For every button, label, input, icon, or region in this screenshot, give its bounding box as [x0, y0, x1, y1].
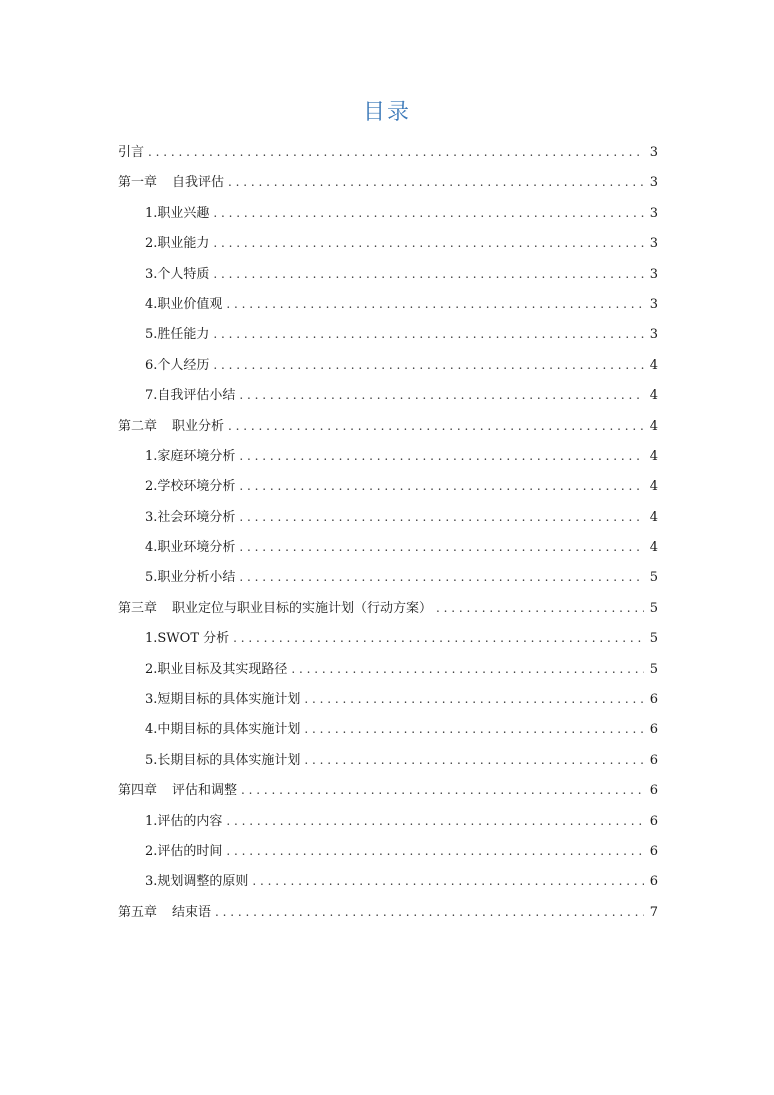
toc-entry-label	[145, 563, 235, 593]
toc-chapter-number: 第二章	[118, 418, 158, 434]
toc-page-number: 6	[649, 783, 658, 799]
toc-page-number: 3	[649, 296, 658, 312]
toc-section-entry[interactable]	[118, 714, 658, 744]
toc-entry-label	[118, 594, 432, 624]
toc-page-number: 4	[649, 509, 658, 525]
toc-dot-leader	[304, 714, 644, 744]
toc-section-entry[interactable]	[118, 654, 658, 684]
toc-section-entry[interactable]	[118, 471, 658, 501]
toc-section-entry[interactable]	[118, 441, 658, 471]
toc-dot-leader	[239, 502, 644, 532]
toc-dot-leader	[226, 836, 644, 866]
toc-entry-label	[145, 381, 235, 411]
toc-dot-leader	[215, 897, 644, 927]
toc-chapter-entry[interactable]	[118, 897, 658, 927]
toc-dot-leader	[233, 623, 644, 653]
toc-page-number: 6	[649, 813, 658, 829]
toc-section-entry[interactable]	[118, 198, 658, 228]
toc-dot-leader	[228, 411, 644, 441]
toc-page-number: 4	[649, 357, 658, 373]
toc-dot-leader	[252, 866, 644, 896]
toc-dot-leader	[239, 471, 644, 501]
toc-page-number: 6	[649, 874, 658, 890]
toc-section-entry[interactable]	[118, 532, 658, 562]
toc-entry-label	[145, 655, 287, 685]
toc-entry-label	[145, 290, 222, 320]
toc-page-number: 4	[649, 479, 658, 495]
toc-section-entry[interactable]	[118, 259, 658, 289]
toc-entry-text: 4.职业价值观	[145, 296, 223, 312]
toc-entry-label	[145, 351, 209, 381]
toc-entry-label	[145, 624, 229, 654]
toc-page-number: 6	[649, 722, 658, 738]
toc-dot-leader	[239, 562, 644, 592]
toc-page-number: 6	[649, 843, 658, 859]
toc-dot-leader	[226, 289, 644, 319]
toc-entry-text: 职业分析	[172, 418, 225, 434]
toc-dot-leader	[213, 319, 644, 349]
toc-entry-text: 5.胜任能力	[145, 327, 210, 343]
toc-section-entry[interactable]	[118, 380, 658, 410]
toc-entry-text: 引言	[118, 145, 145, 160]
toc-section-entry[interactable]	[118, 319, 658, 349]
toc-page-number: 5	[649, 600, 658, 616]
toc-chapter-entry[interactable]	[118, 411, 658, 441]
toc-page-number: 3	[649, 205, 658, 221]
toc-page-number: 4	[649, 418, 658, 434]
toc-section-entry[interactable]	[118, 289, 658, 319]
toc-entry-label	[145, 837, 222, 867]
toc-entry-text: 5.职业分析小结	[145, 570, 236, 586]
toc-entry-text: 2.职业目标及其实现路径	[145, 661, 288, 677]
toc-entry-text: 1.SWOT 分析	[145, 631, 230, 647]
toc-dot-leader	[213, 228, 644, 258]
toc-entry-label	[145, 533, 235, 563]
toc-section-entry[interactable]	[118, 502, 658, 532]
toc-entry-text: 2.职业能力	[145, 236, 210, 252]
toc-entry-label	[145, 442, 235, 472]
toc-dot-leader	[226, 806, 644, 836]
toc-entry-label	[145, 260, 209, 290]
toc-chapter-entry[interactable]	[118, 775, 658, 805]
toc-entry-label	[145, 867, 248, 897]
toc-chapter-entry[interactable]	[118, 167, 658, 197]
toc-entry-label	[145, 503, 235, 533]
toc-entry-text: 3.规划调整的原则	[145, 874, 249, 890]
toc-dot-leader	[239, 532, 644, 562]
toc-page-number: 3	[649, 266, 658, 282]
toc-title: 目录	[362, 100, 411, 125]
toc-dot-leader	[291, 654, 644, 684]
toc-page-number: 3	[649, 327, 658, 343]
toc-chapter-entry[interactable]	[118, 593, 658, 623]
toc-page-number: 6	[649, 752, 658, 768]
toc-section-entry[interactable]	[118, 866, 658, 896]
toc-entry-label	[118, 138, 144, 168]
toc-page-number: 5	[649, 631, 658, 647]
toc-entry-text: 7.自我评估小结	[145, 388, 236, 404]
toc-section-entry[interactable]	[118, 836, 658, 866]
toc-dot-leader	[241, 775, 644, 805]
toc-chapter-number: 第四章	[118, 783, 158, 799]
toc-list	[118, 137, 658, 927]
toc-entry-text: 职业定位与职业目标的实施计划（行动方案）	[172, 600, 433, 616]
toc-page-number: 4	[649, 540, 658, 556]
toc-page-number: 3	[649, 175, 658, 191]
toc-dot-leader	[304, 684, 644, 714]
toc-entry-text: 结束语	[172, 904, 212, 920]
toc-chapter-number: 第一章	[118, 175, 158, 191]
toc-page-number: 7	[649, 904, 658, 920]
toc-entry-label	[118, 898, 211, 928]
toc-chapter-number: 第五章	[118, 904, 158, 920]
toc-entry-label	[145, 807, 222, 837]
toc-entry-label	[145, 685, 300, 715]
toc-entry-text: 3.个人特质	[145, 266, 210, 282]
toc-section-entry[interactable]	[118, 745, 658, 775]
toc-page-number: 4	[649, 388, 658, 404]
toc-page-number: 6	[649, 692, 658, 708]
toc-section-entry[interactable]	[118, 623, 658, 653]
toc-page-number: 4	[649, 448, 658, 464]
toc-section-entry[interactable]	[118, 562, 658, 592]
toc-dot-leader	[228, 167, 644, 197]
toc-entry-text: 自我评估	[172, 175, 225, 191]
toc-entry-text: 3.社会环境分析	[145, 509, 236, 525]
toc-section-entry[interactable]	[118, 228, 658, 258]
toc-entry-label	[118, 776, 237, 806]
toc-entry-text: 1.职业兴趣	[145, 205, 210, 221]
toc-entry-label	[145, 199, 209, 229]
toc-dot-leader	[436, 593, 644, 623]
toc-dot-leader	[239, 441, 644, 471]
toc-dot-leader	[213, 350, 644, 380]
toc-entry-label	[145, 715, 300, 745]
toc-page-number: 5	[649, 661, 658, 677]
toc-section-entry[interactable]	[118, 806, 658, 836]
toc-page-number: 5	[649, 570, 658, 586]
toc-entry-text: 4.中期目标的具体实施计划	[145, 722, 301, 738]
toc-entry-label	[145, 229, 209, 259]
toc-dot-leader	[213, 198, 644, 228]
toc-section-entry[interactable]	[118, 350, 658, 380]
toc-entry-label	[118, 168, 224, 198]
toc-entry-text: 6.个人经历	[145, 357, 210, 373]
toc-entry-text: 评估和调整	[172, 783, 238, 799]
toc-entry-text: 1.评估的内容	[145, 813, 223, 829]
toc-entry-text: 4.职业环境分析	[145, 540, 236, 556]
toc-dot-leader	[304, 745, 644, 775]
toc-page-number: 3	[649, 236, 658, 252]
toc-entry-label	[145, 472, 235, 502]
toc-section-entry[interactable]	[118, 684, 658, 714]
toc-entry-text: 3.短期目标的具体实施计划	[145, 692, 301, 708]
toc-entry-label	[118, 412, 224, 442]
toc-entry-label	[145, 320, 209, 350]
toc-dot-leader	[213, 259, 644, 289]
toc-entry-text: 1.家庭环境分析	[145, 448, 236, 464]
toc-page-number: 3	[649, 145, 658, 160]
toc-chapter-number: 第三章	[118, 600, 158, 616]
toc-dot-leader	[239, 380, 644, 410]
toc-entry-text: 2.学校环境分析	[145, 479, 236, 495]
toc-dot-leader	[148, 137, 644, 167]
toc-entry-label	[145, 746, 300, 776]
toc-entry-text: 2.评估的时间	[145, 843, 223, 859]
toc-chapter-entry[interactable]	[118, 137, 658, 167]
toc-entry-text: 5.长期目标的具体实施计划	[145, 752, 301, 768]
